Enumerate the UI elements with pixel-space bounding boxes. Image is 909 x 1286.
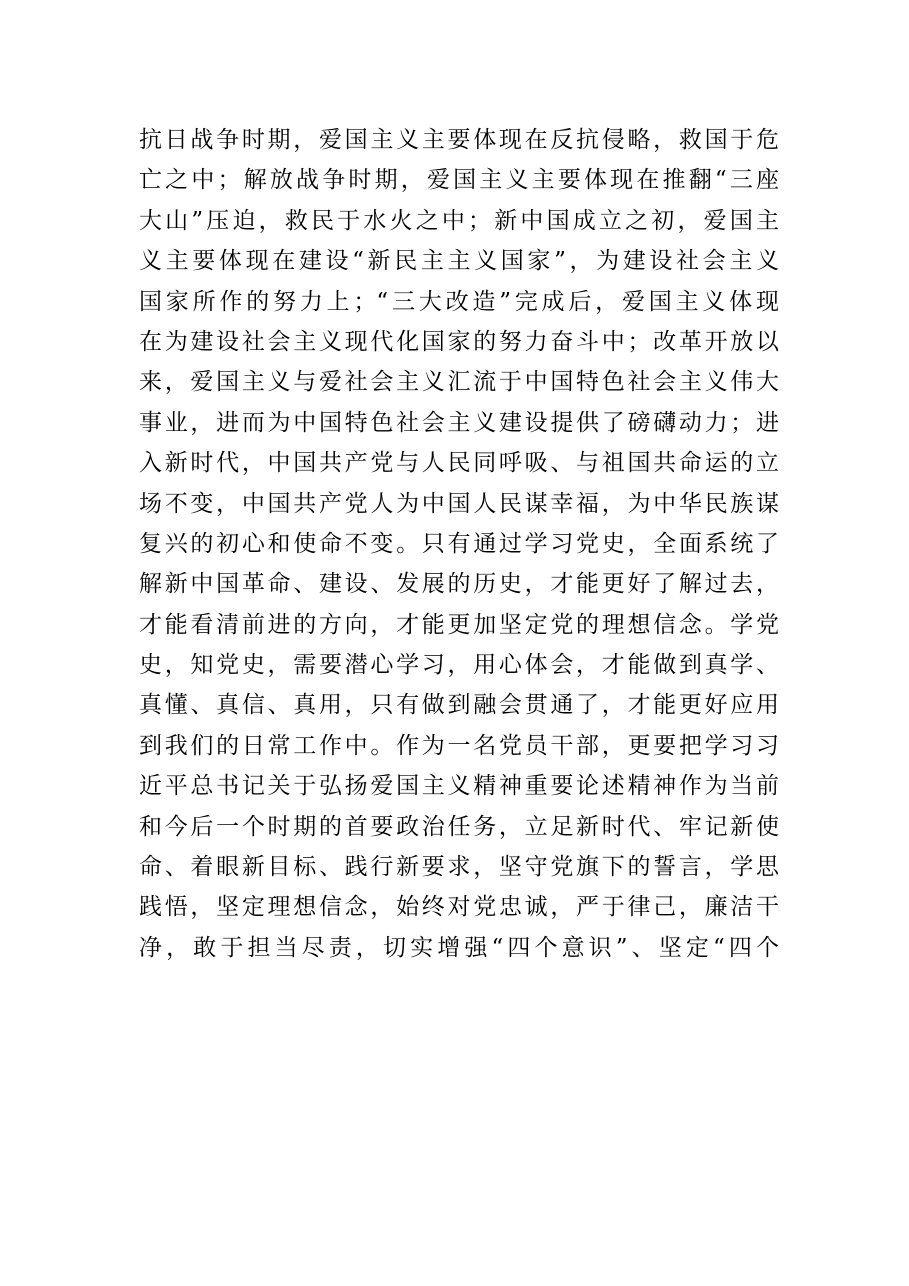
text-line: 场不变，中国共产党人为中国人民谋幸福，为中华民族谋 bbox=[139, 490, 779, 517]
text-line: 才能看清前进的方向，才能更加坚定党的理想信念。学党 bbox=[139, 611, 779, 638]
text-line: 史，知党史，需要潜心学习，用心体会，才能做到真学、 bbox=[139, 652, 779, 679]
text-line: 和今后一个时期的首要政治任务，立足新时代、牢记新使 bbox=[139, 813, 779, 840]
text-line: 事业，进而为中国特色社会主义建设提供了磅礴动力；进 bbox=[139, 409, 779, 436]
text-line: 义主要体现在建设“新民主主义国家”，为建设社会主义 bbox=[139, 248, 779, 275]
text-line: 在为建设社会主义现代化国家的努力奋斗中；改革开放以 bbox=[139, 328, 779, 355]
text-line: 抗日战争时期，爱国主义主要体现在反抗侵略，救国于危 bbox=[139, 127, 779, 153]
text-line: 入新时代，中国共产党与人民同呼吸、与祖国共命运的立 bbox=[139, 450, 779, 477]
text-line: 国家所作的努力上；“三大改造”完成后，爱国主义体现 bbox=[139, 288, 779, 315]
text-line: 复兴的初心和使命不变。只有通过学习党史，全面系统了 bbox=[139, 530, 779, 557]
text-line: 解新中国革命、建设、发展的历史，才能更好了解过去， bbox=[139, 571, 779, 598]
text-line: 亡之中；解放战争时期，爱国主义主要体现在推翻“三座 bbox=[139, 167, 779, 194]
text-line: 净，敢于担当尽责，切实增强“四个意识”、坚定“四个 bbox=[139, 934, 779, 961]
text-line: 命、着眼新目标、践行新要求，坚守党旗下的誓言，学思 bbox=[139, 854, 779, 881]
text-line: 大山”压迫，救民于水火之中；新中国成立之初，爱国主 bbox=[139, 207, 779, 234]
text-line: 来，爱国主义与爱社会主义汇流于中国特色社会主义伟大 bbox=[139, 369, 779, 396]
body-paragraph bbox=[139, 120, 779, 968]
text-line: 践悟，坚定理想信念，始终对党忠诚，严于律己，廉洁干 bbox=[139, 894, 779, 921]
text-line: 近平总书记关于弘扬爱国主义精神重要论述精神作为当前 bbox=[139, 773, 779, 800]
text-line: 到我们的日常工作中。作为一名党员干部，更要把学习习 bbox=[139, 732, 779, 759]
text-line: 真懂、真信、真用，只有做到融会贯通了，才能更好应用 bbox=[139, 692, 779, 719]
